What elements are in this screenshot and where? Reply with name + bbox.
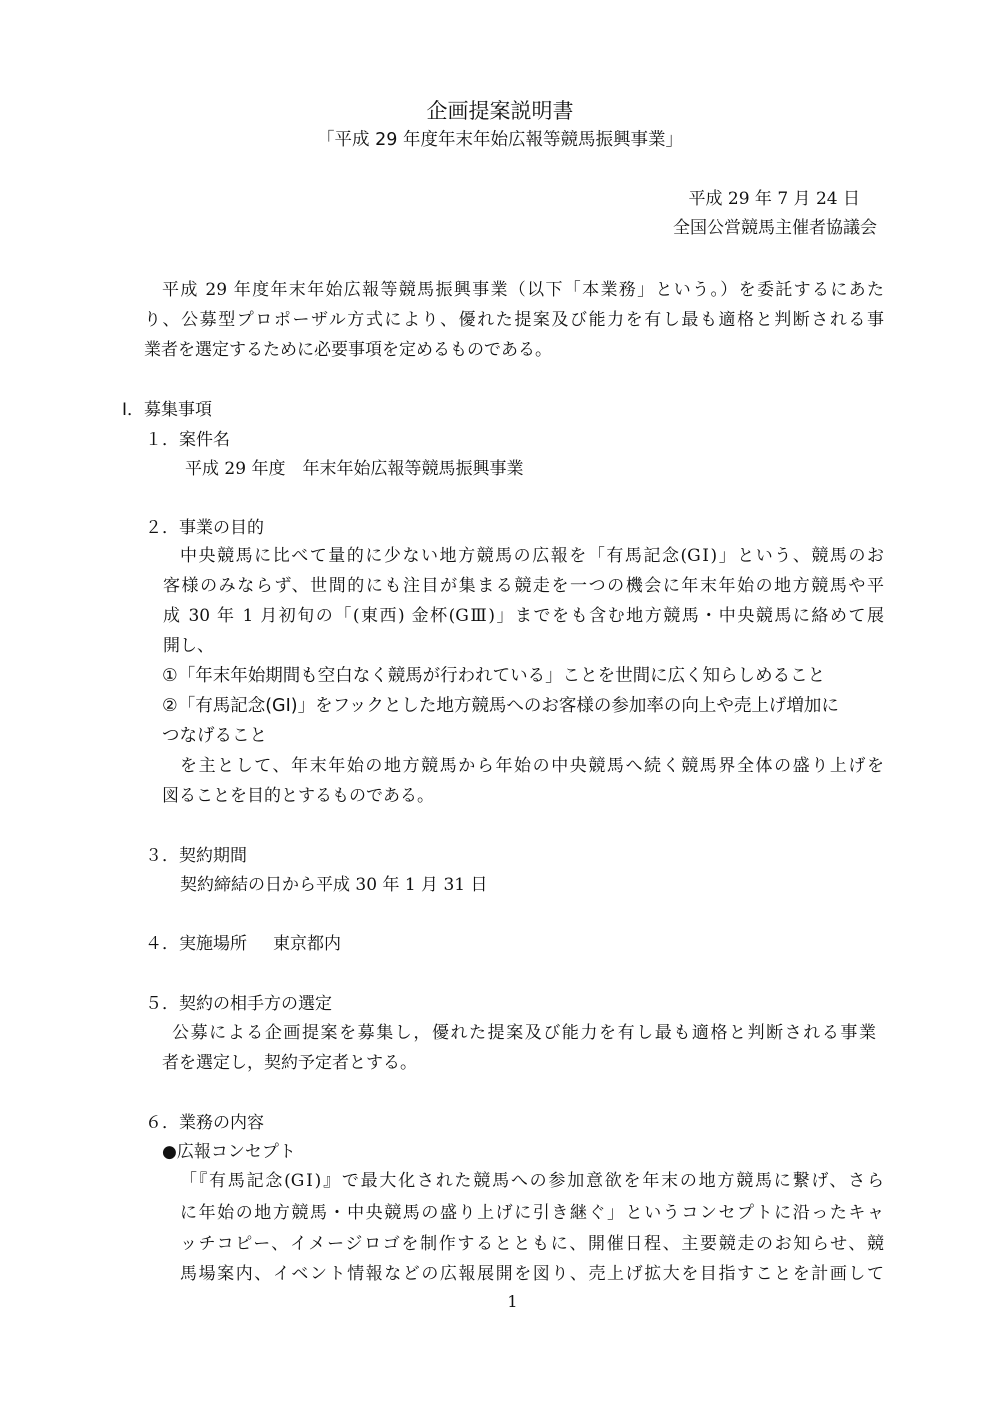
intro-line: り、公募型プロポーザル方式により、優れた提案及び能力を有し最も適格と判断される事: [144, 310, 884, 330]
item-heading-case-name: １．案件名: [145, 430, 230, 450]
intro-line: 平成 29 年度年末年始広報等競馬振興事業（以下「本業務」という。）を委託するにあた: [162, 280, 884, 300]
purpose-line: 成 30 年 1 月初旬の「(東西) 金杯(GⅢ)」までをも含む地方競馬・中央競馬に絡めて展: [163, 606, 884, 626]
section-heading-recruitment: Ⅰ．募集事項: [122, 400, 213, 420]
pr-concept-line: 「『有馬記念(GⅠ)』で最大化された競馬への参加意欲を年末の地方競馬に繋げ、さら: [180, 1171, 884, 1191]
pr-concept-line: に年始の地方競馬・中央競馬の盛り上げに引き継ぐ」というコンセプトに沿ったキャ: [180, 1203, 884, 1223]
pr-concept-line: 馬場案内、イベント情報などの広報展開を図り、売上げ拡大を目指すことを計画して: [180, 1264, 884, 1284]
item-heading-work-content: ６．業務の内容: [145, 1113, 264, 1133]
document-date: 平成 29 年 7 月 24 日: [688, 189, 860, 209]
item-heading-contract-period: ３．契約期間: [145, 846, 247, 866]
contract-period-text: 契約締結の日から平成 30 年 1 月 31 日: [180, 875, 488, 895]
purpose-line: 客様のみならず、世間的にも注目が集まる競走を一つの機会に年末年始の地方競馬や平: [163, 576, 884, 596]
selection-line: 者を選定し，契約予定者とする。: [162, 1053, 417, 1073]
purpose-line: 開し、: [163, 636, 214, 656]
selection-line: 公募による企画提案を募集し，優れた提案及び能力を有し最も適格と判断される事業: [172, 1023, 876, 1043]
case-name-text: 平成 29 年度 年末年始広報等競馬振興事業: [185, 459, 524, 479]
location-text: 東京都内: [273, 934, 341, 954]
intro-line: 業者を選定するために必要事項を定めるものである。: [144, 340, 552, 360]
purpose-closing-line: 図ることを目的とするものである。: [162, 786, 434, 806]
page-number: 1: [507, 1292, 518, 1311]
item-heading-purpose: ２．事業の目的: [145, 518, 264, 538]
purpose-point-2-line: つなげること: [162, 726, 267, 746]
purpose-point-1: ①「年末年始期間も空白なく競馬が行われている」ことを世間に広く知らしめること: [162, 666, 826, 686]
purpose-point-2-line: ②「有馬記念(GⅠ)」をフックとした地方競馬へのお客様の参加率の向上や売上げ増加に: [162, 696, 839, 716]
document-issuer: 全国公営競馬主催者協議会: [673, 218, 877, 238]
pr-concept-heading: ●広報コンセプト: [162, 1142, 296, 1162]
pr-concept-line: ッチコピー、イメージロゴを制作するとともに、開催日程、主要競走のお知らせ、競: [180, 1234, 884, 1254]
item-heading-location: ４．実施場所: [145, 934, 247, 954]
purpose-line: 中央競馬に比べて量的に少ない地方競馬の広報を「有馬記念(GⅠ)」という、競馬のお: [180, 546, 884, 566]
item-heading-selection: ５．契約の相手方の選定: [145, 994, 332, 1014]
document-title: 企画提案説明書: [426, 99, 574, 123]
document-subtitle: 「平成 29 年度年末年始広報等競馬振興事業」: [317, 130, 683, 150]
purpose-closing-line: を主として、年末年始の地方競馬から年始の中央競馬へ続く競馬界全体の盛り上げを: [180, 756, 884, 776]
